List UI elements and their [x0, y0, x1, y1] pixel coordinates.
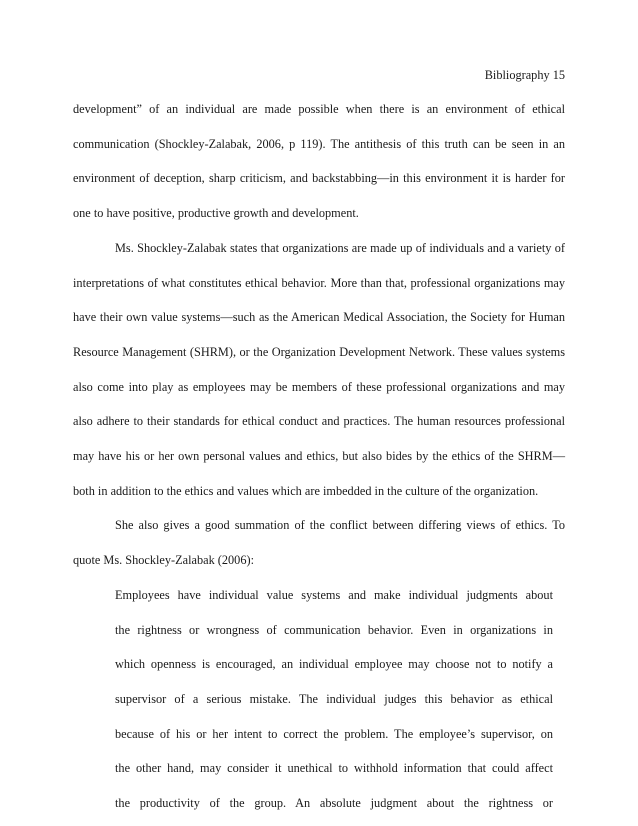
block-quote-line: the productivity of the group. An absolute judgment about the rightness or [115, 796, 553, 811]
block-quote-line: which openness is encouraged, an individual employee may choose not to notify a [115, 657, 553, 672]
document-body [73, 92, 565, 821]
running-head: Bibliography 15 [484, 68, 565, 82]
paragraph-organizations: Ms. Shockley-Zalabak states that organizations are made up of individuals and a variety of interpretations of what constitutes ethical behavior. More than that, professional organizations may have their own value systems—such as the American Medical Association, the Society for Human Resource Management (SHRM), or the Organization Development Network. These values systems also come into play as employees may be members of these professional organizations and may also adhere to their standards for ethical conduct and practices. The human resources professional may have his or her own personal values and ethics, but also bides by the ethics of the SHRM—both in addition to the ethics and values which are imbedded in the culture of the organization. [73, 240, 565, 498]
paragraph-continuation: development” of an individual are made possible when there is an environment of ethical communication (Shockley-Zalabak, 2006, p 119). The antithesis of this truth can be seen in an environment of deception, sharp criticism, and backstabbing—in this environment it is harder for one to have positive, productive growth and development. [73, 102, 565, 221]
block-quote-line: the rightness or wrongness of communication behavior. Even in organizations in [115, 622, 553, 637]
block-quote [73, 578, 553, 821]
paragraph-summation: She also gives a good summation of the conflict between differing views of ethics. To quote Ms. Shockley-Zalabak (2006): [73, 518, 565, 568]
block-quote-line: Employees have individual value systems and make individual judgments about [115, 587, 553, 602]
block-quote-line: supervisor of a serious mistake. The individual judges this behavior as ethical [115, 691, 553, 706]
block-quote-line: the other hand, may consider it unethical to withhold information that could affect [115, 761, 553, 776]
block-quote-line: because of his or her intent to correct the problem. The employee’s supervisor, on [115, 726, 553, 741]
